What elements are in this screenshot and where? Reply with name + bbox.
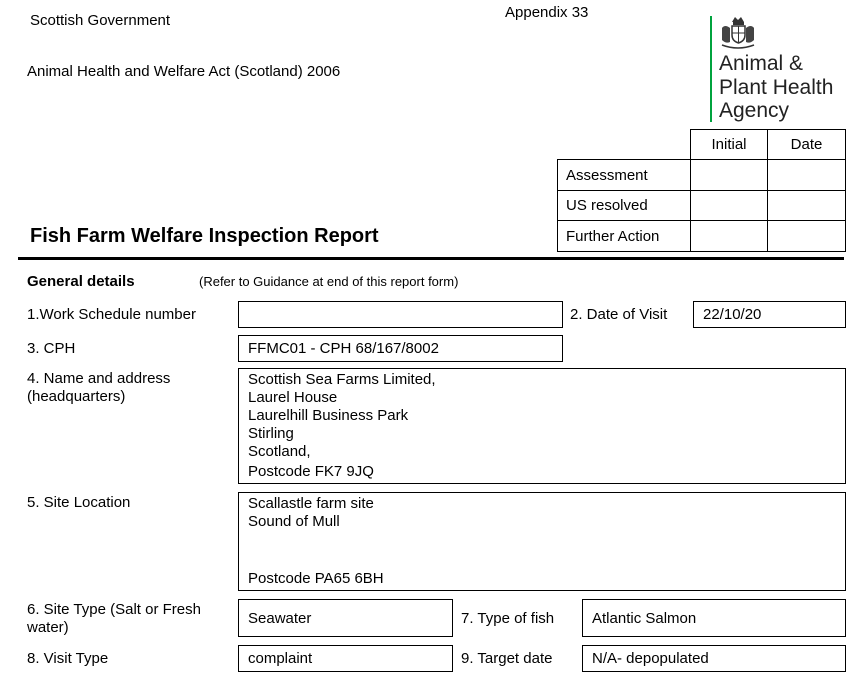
apha-green-bar xyxy=(710,16,712,122)
fish-type-label: 7. Type of fish xyxy=(461,610,555,627)
date-of-visit-field[interactable] xyxy=(693,301,846,328)
agency-line-3: Agency xyxy=(719,99,790,122)
col-header-date: Date xyxy=(768,130,846,160)
status-row-assessment xyxy=(558,160,846,191)
target-date-label: 9. Target date xyxy=(461,650,553,667)
date-cell[interactable] xyxy=(768,221,846,252)
col-header-initial: Initial xyxy=(691,130,768,160)
visit-type-value: complaint xyxy=(248,650,313,667)
name-address-label-line2: (headquarters) xyxy=(27,388,126,405)
apha-agency-name xyxy=(719,52,833,123)
org-name: Scottish Government xyxy=(30,12,171,29)
status-row-further-action xyxy=(558,221,846,252)
site-line: Sound of Mull xyxy=(248,513,340,530)
date-cell[interactable] xyxy=(768,191,846,221)
site-line: Scallastle farm site xyxy=(248,495,374,512)
date-cell[interactable] xyxy=(768,160,846,191)
agency-line-1: Animal & xyxy=(719,52,804,75)
name-address-field[interactable] xyxy=(238,368,846,484)
status-table-corner xyxy=(558,130,691,160)
title-divider xyxy=(18,257,844,260)
visit-type-label: 8. Visit Type xyxy=(27,650,109,667)
work-schedule-field[interactable] xyxy=(238,301,563,328)
cph-label: 3. CPH xyxy=(27,340,76,357)
site-type-label-line2: water) xyxy=(27,619,69,636)
address-line: Stirling xyxy=(248,425,294,442)
cph-value: FFMC01 - CPH 68/167/8002 xyxy=(248,340,439,357)
site-type-label xyxy=(27,601,201,637)
act-name: Animal Health and Welfare Act (Scotland) 2006 xyxy=(27,63,341,80)
status-table xyxy=(557,129,846,252)
address-line: Scotland, xyxy=(248,443,311,460)
work-schedule-label: 1.Work Schedule number xyxy=(27,306,196,323)
row-label: Assessment xyxy=(558,160,691,191)
initial-cell[interactable] xyxy=(691,160,768,191)
name-address-label-line1: 4. Name and address xyxy=(27,370,171,387)
target-date-value: N/A- depopulated xyxy=(592,650,709,667)
site-postcode: Postcode PA65 6BH xyxy=(248,570,384,587)
site-type-field[interactable] xyxy=(238,599,453,637)
date-of-visit-label: 2. Date of Visit xyxy=(570,306,668,323)
site-location-field[interactable] xyxy=(238,492,846,591)
address-line: Scottish Sea Farms Limited, xyxy=(248,371,436,388)
report-title: Fish Farm Welfare Inspection Report xyxy=(30,225,379,247)
fish-type-value: Atlantic Salmon xyxy=(592,610,697,627)
address-line: Laurel House xyxy=(248,389,338,406)
site-location-label: 5. Site Location xyxy=(27,494,131,511)
guidance-note: (Refer to Guidance at end of this report form) xyxy=(199,274,459,289)
appendix-label: Appendix 33 xyxy=(505,4,589,21)
name-address-label xyxy=(27,370,170,406)
agency-line-2: Plant Health xyxy=(719,75,834,99)
royal-crest-icon xyxy=(718,14,758,50)
address-line: Laurelhill Business Park xyxy=(248,407,409,424)
fish-type-field[interactable] xyxy=(582,599,846,637)
site-type-label-line1: 6. Site Type (Salt or Fresh xyxy=(27,601,201,618)
initial-cell[interactable] xyxy=(691,191,768,221)
cph-field[interactable] xyxy=(238,335,563,362)
date-of-visit-value: 22/10/20 xyxy=(703,306,762,323)
status-row-us-resolved xyxy=(558,191,846,221)
initial-cell[interactable] xyxy=(691,221,768,252)
visit-type-field[interactable] xyxy=(238,645,453,672)
target-date-field[interactable] xyxy=(582,645,846,672)
row-label: US resolved xyxy=(558,191,691,221)
general-details-heading: General details xyxy=(27,273,135,290)
address-postcode: Postcode FK7 9JQ xyxy=(248,463,374,480)
site-type-value: Seawater xyxy=(248,610,312,627)
row-label: Further Action xyxy=(558,221,691,252)
